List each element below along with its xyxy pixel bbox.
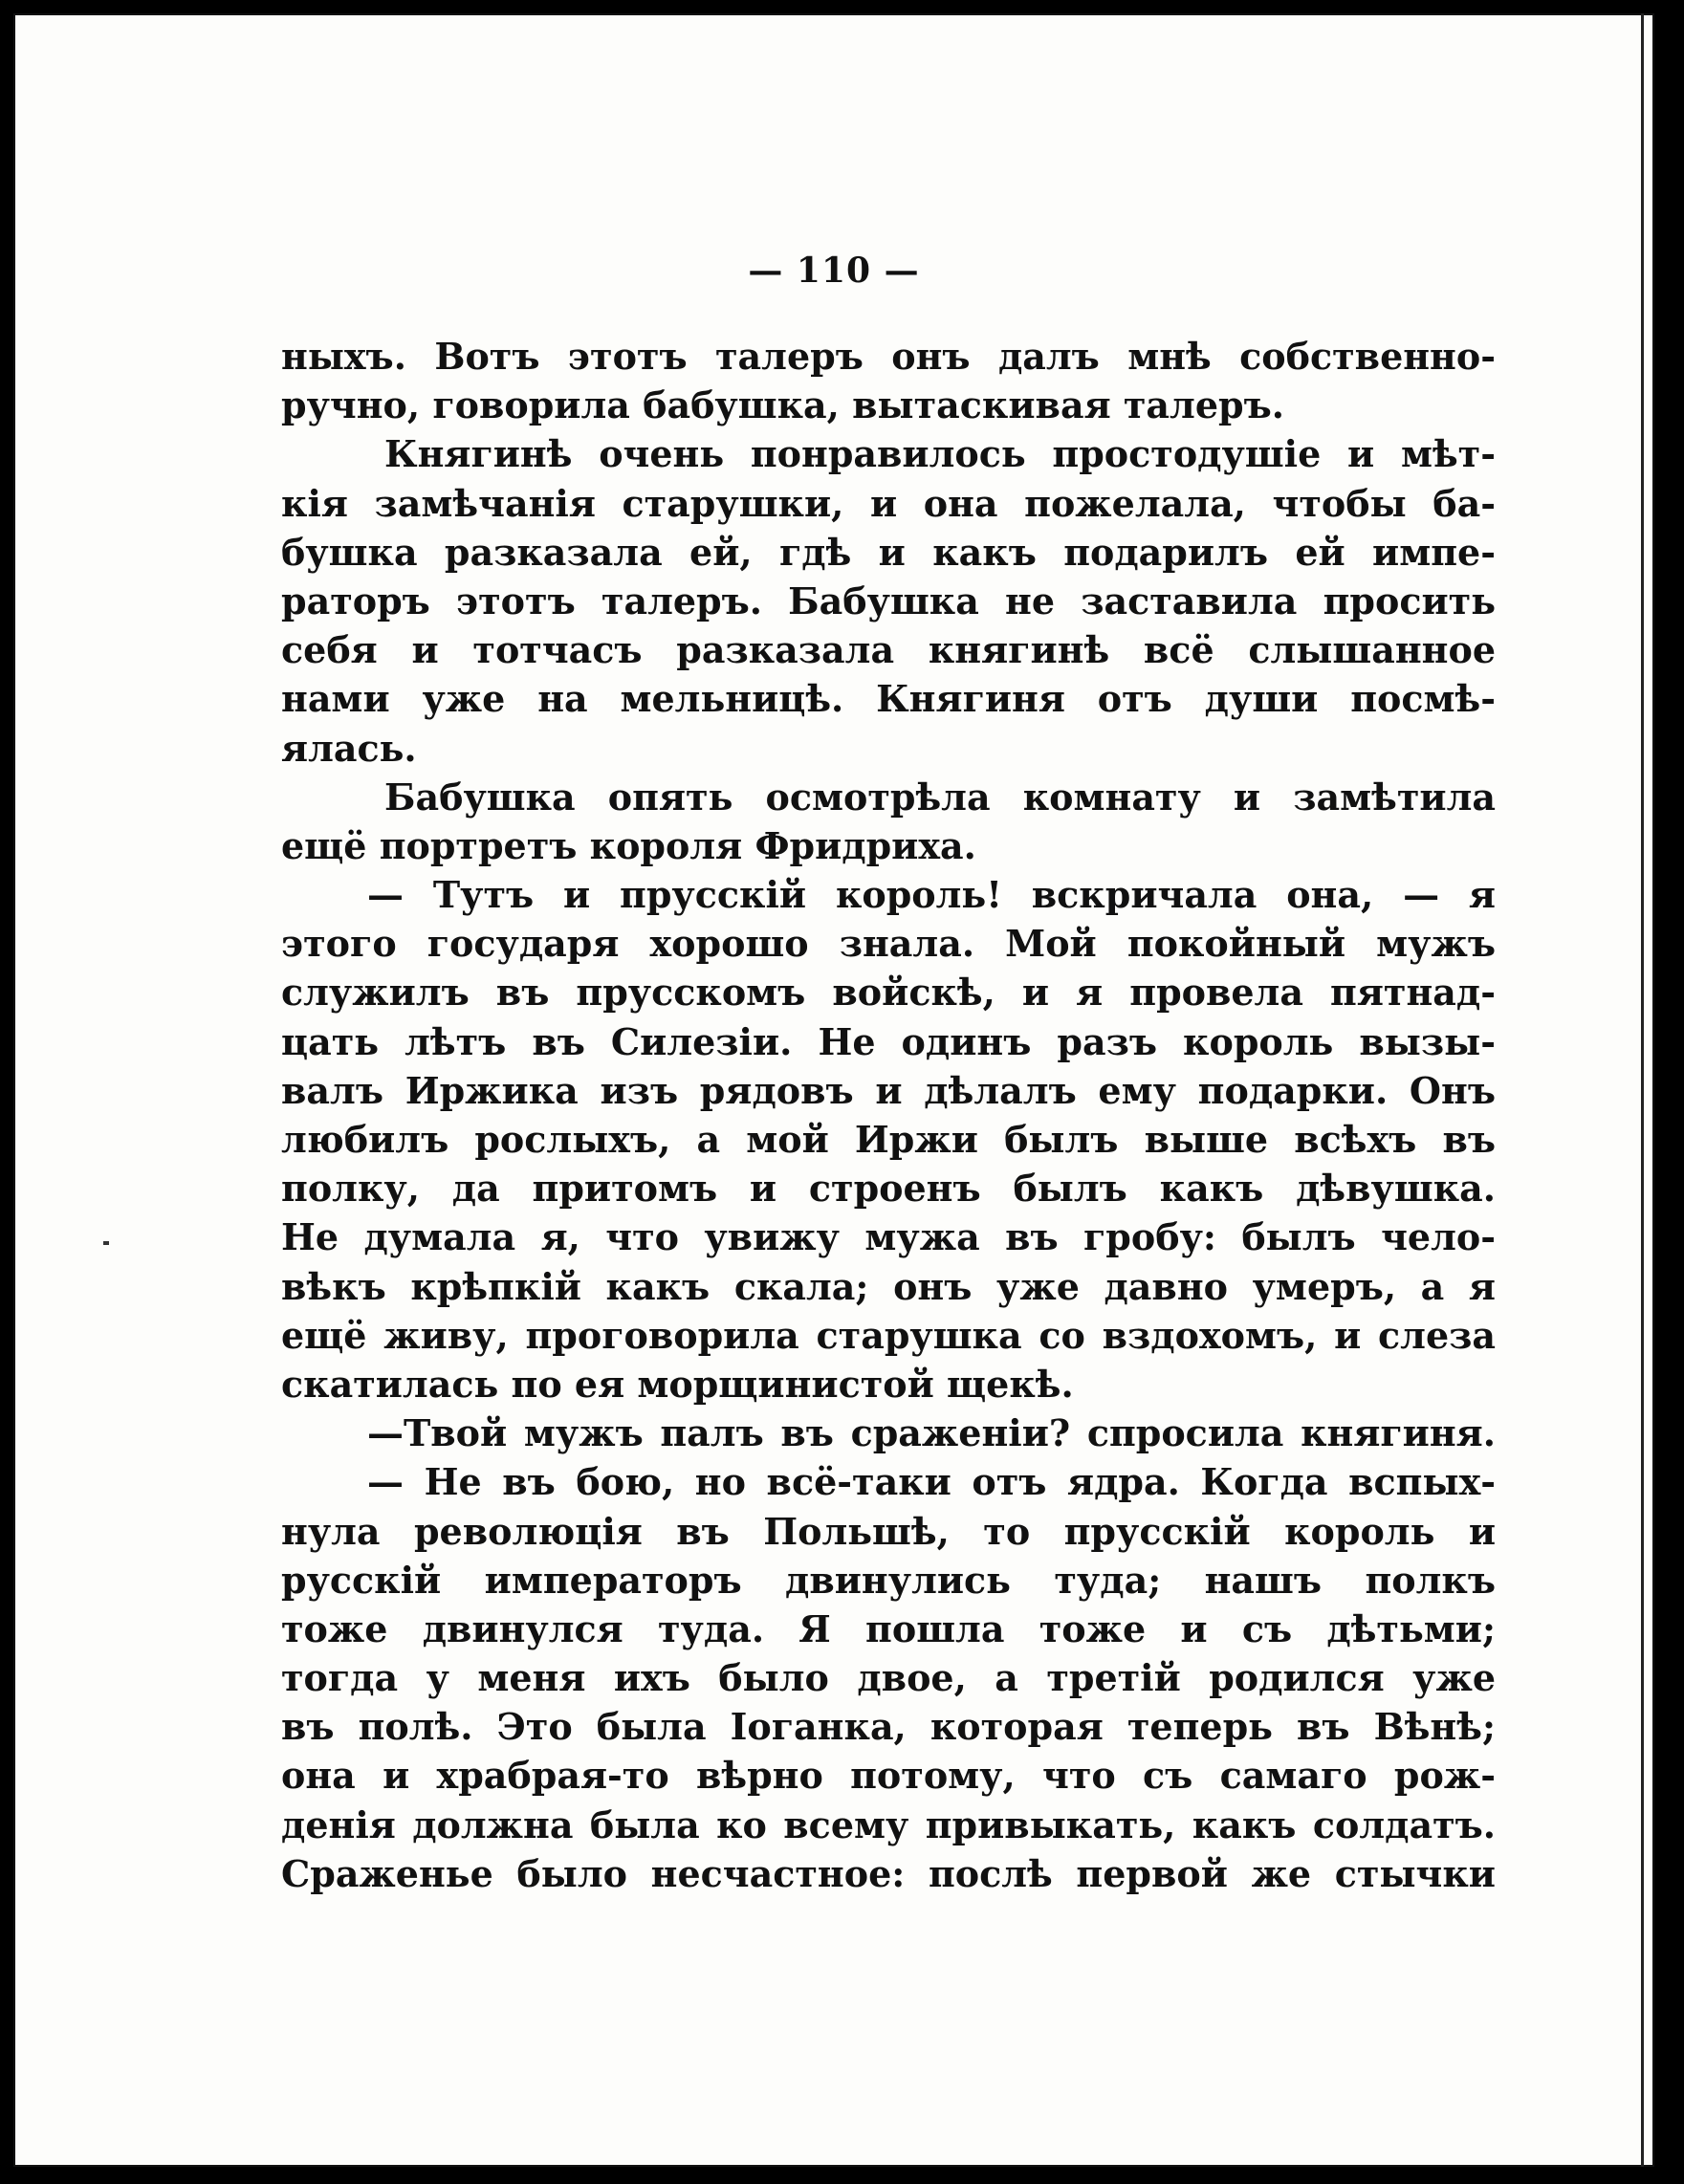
body-text [281, 332, 1496, 1898]
text-line: Бабушка опять осмотрѣла комнату и замѣтила [384, 775, 1496, 819]
text-line: — Не въ бою, но всё-таки отъ ядра. Когда вспых- [367, 1460, 1496, 1504]
text-line: ручно, говорила бабушка, вытаскивая талеръ. [281, 383, 1284, 427]
scan-speck [103, 1241, 109, 1245]
text-line: нами уже на мельницѣ. Княгиня отъ души посмѣ- [281, 677, 1496, 721]
text-line: любилъ рослыхъ, а мой Иржи былъ выше всѣхъ въ [281, 1118, 1496, 1161]
text-line: полку, да притомъ и строенъ былъ какъ дѣвушка. [281, 1167, 1496, 1211]
text-line: — Тутъ и прусскій король! вскричала она, — я [367, 873, 1496, 917]
text-line: нула революція въ Польшѣ, то прусскій король и [281, 1509, 1496, 1553]
text-line: русскій императоръ двинулись туда; нашъ полкъ [281, 1558, 1496, 1602]
text-line: ялась. [281, 726, 417, 770]
text-line: денія должна была ко всему привыкать, какъ солдатъ. [281, 1802, 1496, 1846]
text-line: раторъ этотъ талеръ. Бабушка не заставила просить [281, 579, 1496, 622]
text-line: ныхъ. Вотъ этотъ талеръ онъ далъ мнѣ собственно- [281, 335, 1496, 378]
text-line: служилъ въ прусскомъ войскѣ, и я провела пятнад- [281, 971, 1496, 1015]
text-line: она и храбрая-то вѣрно потому, что съ самаго рож- [281, 1754, 1496, 1798]
book-page [13, 13, 1654, 2167]
text-line: тогда у меня ихъ было двое, а третій родился уже [281, 1656, 1496, 1700]
text-line: себя и тотчасъ разказала княгинѣ всё слышанное [281, 628, 1496, 672]
text-line: этого государя хорошо знала. Мой покойный мужъ [281, 922, 1496, 966]
page-number: — 110 — [748, 251, 920, 291]
text-line: валъ Иржика изъ рядовъ и дѣлалъ ему подарки. Онъ [281, 1068, 1496, 1112]
scan-border-right [1659, 0, 1676, 2184]
text-line: ещё живу, проговорила старушка со вздохомъ, и слеза [281, 1313, 1496, 1357]
text-line: Сраженье было несчастное: послѣ первой же стычки [281, 1851, 1496, 1895]
page-edge-shadow [1641, 13, 1644, 2167]
text-line: цать лѣтъ въ Силезіи. Не одинъ разъ король вызы- [281, 1019, 1496, 1063]
text-line: ещё портретъ короля Фридриха. [281, 823, 976, 867]
text-line: скатилась по ея морщинистой щекѣ. [281, 1362, 1074, 1406]
text-line: кія замѣчанія старушки, и она пожелала, чтобы ба- [281, 481, 1496, 525]
text-line: Княгинѣ очень понравилось простодушіе и мѣт- [384, 432, 1496, 476]
text-line: въ полѣ. Это была Іоганка, которая теперь въ Вѣнѣ; [281, 1705, 1496, 1749]
text-line: вѣкъ крѣпкій какъ скала; онъ уже давно умеръ, а я [281, 1264, 1496, 1308]
text-line: тоже двинулся туда. Я пошла тоже и съ дѣтьми; [281, 1606, 1496, 1650]
text-line: —Твой мужъ палъ въ сраженіи? спросила княгиня. [367, 1411, 1496, 1455]
text-line: бушка разказала ей, гдѣ и какъ подарилъ ей импе- [281, 530, 1496, 574]
text-line: Не думала я, что увижу мужа въ гробу: былъ чело- [281, 1215, 1496, 1259]
